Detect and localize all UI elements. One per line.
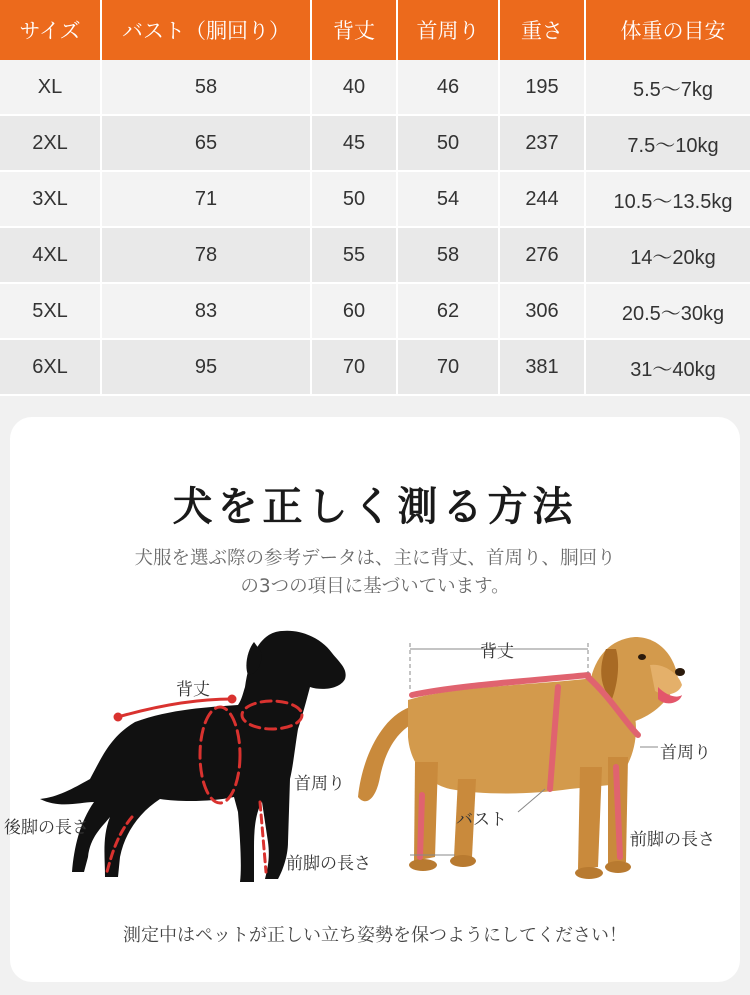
cell-weight: 381: [499, 339, 585, 395]
cell-size: 3XL: [0, 171, 101, 227]
cell-bust: 65: [101, 115, 311, 171]
cell-body-weight: 10.5～13.5kg: [585, 171, 750, 227]
table-row: [0, 227, 750, 283]
header-back-length: 背丈: [311, 0, 397, 60]
cell-size: XL: [0, 60, 101, 115]
right-neck-label: 首周り: [660, 743, 711, 763]
table-row: [0, 283, 750, 339]
cell-weight: 237: [499, 115, 585, 171]
header-neck: 首周り: [397, 0, 499, 60]
guide-description-line-2: の3つの項目に基づいています。: [240, 576, 510, 597]
cell-bust: 78: [101, 227, 311, 283]
cell-size: 5XL: [0, 283, 101, 339]
left-front-leg-label: 前脚の長さ: [286, 854, 371, 874]
cell-body-weight: 20.5～30kg: [585, 283, 750, 339]
right-bust-label: バスト: [456, 810, 507, 830]
left-hind-leg-label: 後脚の長さ: [4, 818, 89, 838]
table-row: [0, 339, 750, 395]
cell-bust: 71: [101, 171, 311, 227]
cell-weight: 244: [499, 171, 585, 227]
cell-body-weight: 5.5～7kg: [585, 60, 750, 115]
measurement-guide-card: [4, 417, 740, 982]
cell-weight: 306: [499, 283, 585, 339]
header-weight: 重さ: [499, 0, 585, 60]
dog-silhouette-illustration: [40, 631, 346, 882]
cell-bust: 95: [101, 339, 311, 395]
table-row: [0, 171, 750, 227]
cell-back-length: 70: [311, 339, 397, 395]
cell-size: 2XL: [0, 115, 101, 171]
measurement-note: 測定中はペットが正しい立ち姿勢を保つようにしてください！: [123, 925, 627, 946]
header-size: サイズ: [0, 0, 101, 60]
cell-neck: 50: [397, 115, 499, 171]
cell-body-weight: 7.5～10kg: [585, 115, 750, 171]
table-row: [0, 115, 750, 171]
cell-back-length: 60: [311, 283, 397, 339]
cell-body-weight: 14～20kg: [585, 227, 750, 283]
back-line-dot: [115, 714, 121, 720]
cell-size: 4XL: [0, 227, 101, 283]
cell-back-length: 45: [311, 115, 397, 171]
cell-size: 6XL: [0, 339, 101, 395]
cell-neck: 62: [397, 283, 499, 339]
cell-bust: 83: [101, 283, 311, 339]
back-line-dot: [229, 696, 235, 702]
right-back-length-label: 背丈: [480, 642, 514, 662]
left-back-length-label: 背丈: [176, 680, 210, 700]
cell-body-weight: 31～40kg: [585, 339, 750, 395]
right-front-leg-label: 前脚の長さ: [630, 830, 715, 850]
left-neck-label: 首周り: [294, 774, 345, 794]
retriever-front-leg-tape-2: [616, 767, 620, 857]
cell-back-length: 55: [311, 227, 397, 283]
size-table: [0, 0, 750, 396]
cell-neck: 58: [397, 227, 499, 283]
cell-bust: 58: [101, 60, 311, 115]
cell-back-length: 40: [311, 60, 397, 115]
guide-description-line-1: 犬服を選ぶ際の参考データは、主に背丈、首周り、胴回り: [134, 548, 616, 569]
header-bust: バスト（胴回り）: [101, 0, 311, 60]
cell-neck: 70: [397, 339, 499, 395]
retriever-front-leg-tape: [420, 795, 422, 857]
table-row: [0, 60, 750, 115]
cell-weight: 276: [499, 227, 585, 283]
guide-title: 犬を正しく測る方法: [172, 484, 578, 530]
cell-neck: 54: [397, 171, 499, 227]
measurement-illustrations: [10, 417, 740, 982]
header-body-weight: 体重の目安: [585, 0, 750, 60]
cell-back-length: 50: [311, 171, 397, 227]
cell-neck: 46: [397, 60, 499, 115]
size-table-header-row: [0, 0, 750, 60]
cell-weight: 195: [499, 60, 585, 115]
